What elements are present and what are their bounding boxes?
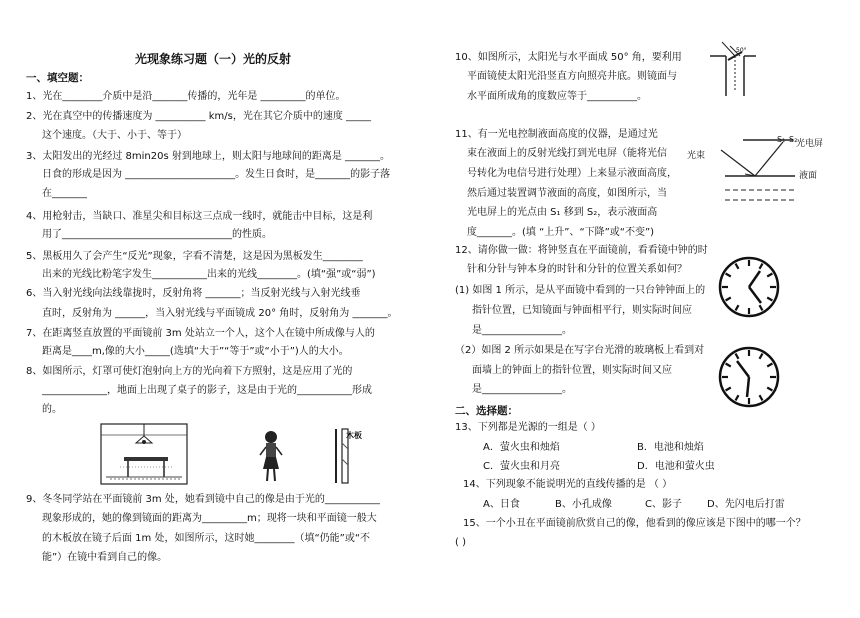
q15-stem: 15、一个小丑在平面镜前欣赏自己的像，他看到的像应该是下图中的哪一个？ bbox=[463, 518, 806, 529]
q4-line2: 用了__________________________________的性质。 bbox=[42, 229, 272, 240]
q12-part2-line3: 是________________。 bbox=[472, 384, 572, 395]
fig11-s2-label: S₂ bbox=[789, 135, 798, 144]
q12-part1-line3: 是________________。 bbox=[472, 325, 572, 336]
q11-line3: 号转化为电信号进行处理）上来显示液面高度， bbox=[467, 168, 677, 179]
q14-option-b: B、小孔成像 bbox=[555, 499, 612, 510]
q7-line2: 距离是____m,像的大小_____(选填“大于”“等于”或“小于”)人的大小。 bbox=[42, 346, 349, 357]
q8-line: 8、如图所示，灯罩可使灯泡射向上方的光向着下方照射，这是应用了光的 bbox=[26, 366, 353, 377]
q9-line: 9、冬冬同学站在平面镜前 3m 处，她看到镜中自己的像是由于光的___________ bbox=[26, 494, 380, 505]
fig11-beam-label: 光束 bbox=[687, 151, 706, 161]
q6-line2: 直时，反射角为 ______，当入射光线与平面镜成 20° 角时，反射角为 _______。 bbox=[42, 308, 398, 319]
q9-line3: 的木板放在镜子后面 1m 处，如图所示，这时她________（填“仍能”或“不 bbox=[42, 533, 371, 544]
q8-line2: _____________，地面上出现了桌子的影子，这是由于光的___________形成 bbox=[42, 385, 372, 396]
page-title: 光现象练习题（一）光的反射 bbox=[135, 52, 292, 66]
q13-option-b: B．电池和烛焰 bbox=[637, 442, 704, 453]
fig11-s1-label: S₁ bbox=[777, 135, 786, 144]
q11-line5: 光电屏上的光点由 S₁ 移到 S₂，表示液面高 bbox=[467, 207, 658, 218]
q13-option-c: C．萤火虫和月亮 bbox=[483, 461, 560, 472]
q6-line: 6、当入射光线向法线靠拢时，反射角将 _______；当反射光线与入射光线垂 bbox=[26, 288, 361, 299]
q9-line2: 现象形成的，她的像到镜面的距离为_________m；现将一块和平面镜一般大 bbox=[42, 513, 377, 524]
q1-line: 1、光在________介质中是沿_______传播的，光年是 _________的单位。 bbox=[26, 91, 346, 102]
q13-stem: 13、下列都是光源的一组是（ ） bbox=[455, 422, 601, 433]
q3-line2: 日食的形成是因为 ______________________。发生日食时，是_______的影子落 bbox=[42, 169, 391, 180]
board-label: 木板 bbox=[346, 431, 362, 440]
svg-text:50°: 50° bbox=[736, 47, 747, 54]
q15-answer-paren: ( ) bbox=[455, 537, 466, 548]
q5-line2: 出来的光线比粉笔字发生___________出来的光线________。(填“强”或“弱”) bbox=[42, 269, 376, 280]
q2-line2: 这个速度。（大于、小于、等于） bbox=[42, 130, 187, 141]
q10-line2: 平面镜使太阳光沿竖直方向照亮井底。则镜面与 bbox=[467, 71, 677, 82]
q11-line2: 束在液面上的反射光线打到光电屏（能将光信 bbox=[467, 148, 667, 159]
q12-part1: (1) 如图 1 所示，是从平面镜中看到的一只台钟钟面上的 bbox=[455, 285, 706, 296]
fig11-screen-label: 光电屏 bbox=[796, 139, 824, 149]
q11-line: 11、有一光电控制液面高度的仪器，是通过光 bbox=[455, 129, 658, 140]
fig11-liquid-label: 液面 bbox=[799, 171, 818, 181]
q10-line: 10、如图所示，太阳光与水平面成 50° 角，要利用 bbox=[455, 52, 682, 63]
q10-line3: 水平面所成角的度数应等于__________。 bbox=[467, 91, 647, 102]
q14-option-c: C、影子 bbox=[645, 499, 682, 510]
q13-option-a: A．萤火虫和烛焰 bbox=[483, 442, 560, 453]
section-choice: 二、选择题： bbox=[455, 405, 518, 417]
clock-figure-2 bbox=[717, 345, 781, 409]
q13-option-d: D．电池和萤火虫 bbox=[637, 461, 715, 472]
q7-line: 7、在距离竖直放置的平面镜前 3m 处站立一个人，这个人在镜中所成像与人的 bbox=[26, 328, 375, 339]
q14-option-d: D、先闪电后打雷 bbox=[707, 499, 785, 510]
q3-line: 3、太阳发出的光经过 8min20s 射到地球上，则太阳与地球间的距离是 _______。 bbox=[26, 151, 391, 162]
q9-line4: 能”）在镜中看到自己的像。 bbox=[42, 552, 168, 563]
q5-line: 5、黑板用久了会产生“反光”现象，字看不清楚，这是因为黑板发生________ bbox=[26, 251, 363, 262]
lamp-table-figure bbox=[100, 423, 188, 485]
q12-part2: （2）如图 2 所示如果是在写字台光滑的玻璃板上看到对 bbox=[455, 345, 705, 356]
q11-line4: 然后通过装置调节液面的高度，如图所示，当 bbox=[467, 188, 667, 199]
q12-part1-line2: 指针位置，已知镜面与钟面相平行，则实际时间应 bbox=[472, 305, 692, 316]
q14-stem: 14、下列现象不能说明光的直线传播的是 （ ） bbox=[463, 479, 673, 490]
q8-line3: 的。 bbox=[42, 404, 62, 415]
q4-line: 4、用枪射击，当缺口、准星尖和目标这三点成一线时，就能击中目标，这是利 bbox=[26, 211, 373, 222]
q11-line6: 度_______。(填 “上升”、“下降”或“不变”) bbox=[467, 227, 655, 238]
section-fill-blank: 一、填空题： bbox=[26, 72, 89, 84]
q2-line: 2、光在真空中的传播速度为 __________ km/s，光在其它介质中的速度 _____ bbox=[26, 111, 372, 122]
q12-line2: 针和分针与钟本身的时针和分针的位置关系如何？ bbox=[467, 264, 687, 275]
well-sunlight-figure bbox=[708, 40, 758, 98]
q12-part2-line2: 面墙上的钟面上的指针位置，则实际时间又应 bbox=[472, 365, 672, 376]
q14-option-a: A、日食 bbox=[483, 499, 520, 510]
q3-line3: 在_______ bbox=[42, 188, 87, 199]
clock-figure-1 bbox=[717, 255, 781, 319]
q12-line: 12、请你做一做：将钟竖直在平面镜前，看看镜中钟的时 bbox=[455, 245, 708, 256]
